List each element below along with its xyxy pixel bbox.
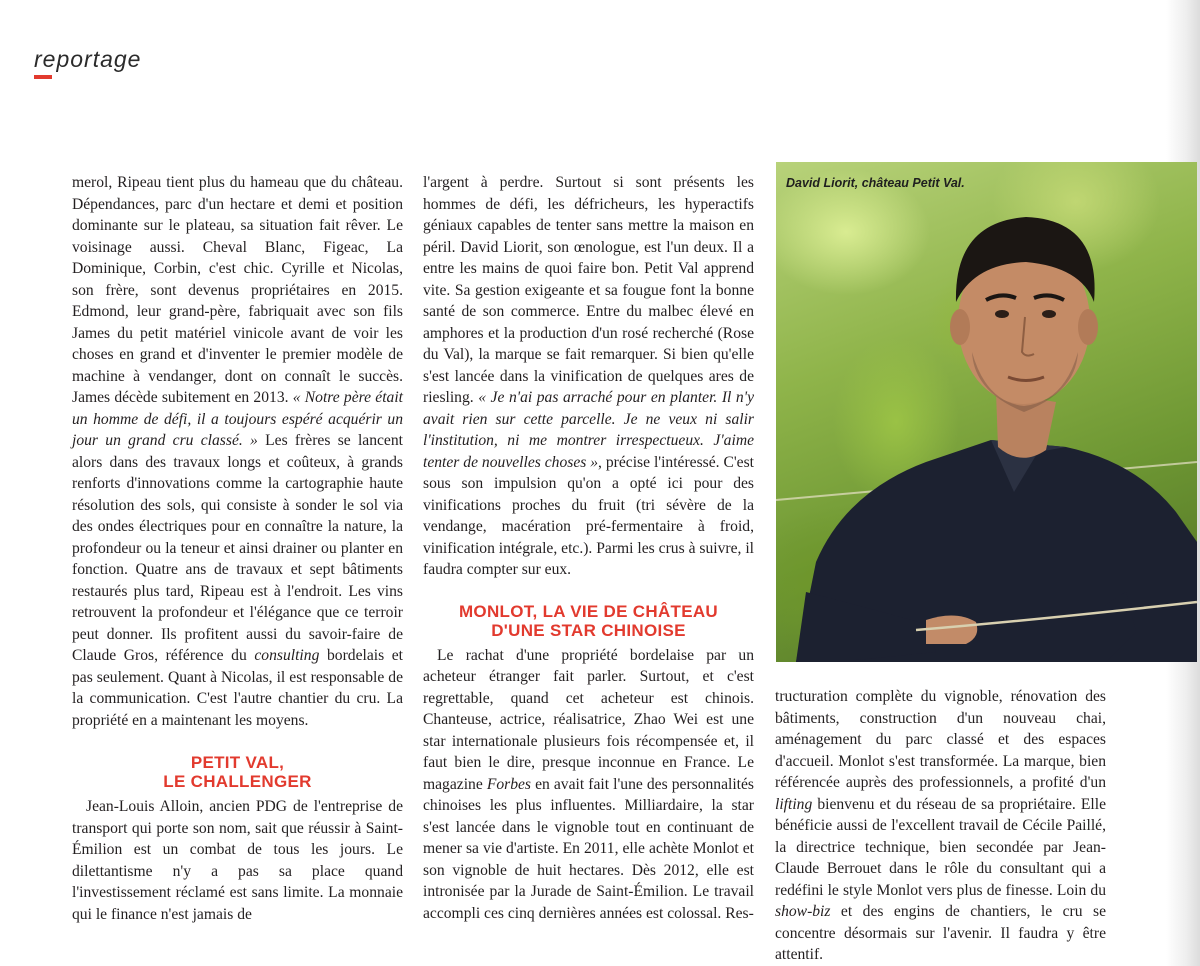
- section-underline: [34, 75, 52, 79]
- photo-caption: David Liorit, château Petit Val.: [786, 176, 965, 190]
- portrait-illustration: [776, 162, 1197, 662]
- paragraph: merol, Ripeau tient plus du hameau que du château. Dépendances, parc d'un hectare et demi et position dominante sur le plateau, sa situation fait rêver. Le voisinage aussi. Cheval Blanc, Figeac, La Dominique, Corbin, c'est chic. Cyrille et Nicolas, son frère, sont devenus propriétaires en 2015. Edmond, leur grand-père, fabriquait avec son fils James du petit matériel vinicole avant de voir les choses en grand et d'inventer le premier modèle de machine à vendanger, dont on connaît le succès. James décède subitement en 2013. « Notre père était un homme de défi, il a toujours espéré acquérir un jour un grand cru classé. » Les frères se lancent alors dans des travaux longs et coûteux, à grands renforts d'innovations comme la cartographie haute résolution des sols, qui consiste à sonder le sol via des ondes électriques pour en connaître la nature, la profondeur ou la teneur et ainsi drainer ou planter en fonction. Quatre ans de travaux et sept bâtiments restaurés plus tard, Ripeau est à l'endroit. Les vins retrouvent la profondeur et l'élégance que ce terroir peut donner. Ils profitent aussi du savoir-faire de Claude Gros, référence du consulting bordelais et pas seulement. Quant à Nicolas, il est responsable de la communication. C'est l'autre chantier du cru. La propriété en a maintenant les moyens.: [72, 174, 403, 729]
- column-3: [775, 686, 1106, 966]
- subheading-monlot: MONLOT, LA VIE DE CHÂTEAU D'UNE STAR CHINOISE: [458, 601, 719, 640]
- column-1: [72, 172, 403, 925]
- portrait-photo: [776, 162, 1197, 662]
- column-2: [423, 172, 754, 924]
- paragraph: Le rachat d'une propriété bordelaise par un acheteur étranger fait parler. Surtout, et c'est regrettable, quand cet acheteur est chinois. Chanteuse, actrice, réalisatrice, Zhao Wei est une star internationale plusieurs fois récompensée et, il faut bien le dire, presque inconnue en France. Le magazine Forbes en avait fait l'une des personnalités chinoises les plus influentes. Milliardaire, la star s'est lancée dans le vignoble tout en continuant de mener sa vie d'artiste. En 2011, elle achète Monlot et son vignoble de huit hectares. Dès 2012, elle est intronisée par la Jurade de Saint-Émilion. Le travail accompli ces cinq dernières années est colossal. Res-: [423, 646, 755, 922]
- subheading-petit-val: PETIT VAL, LE CHALLENGER: [163, 753, 312, 791]
- quote: « Je n'ai pas arraché pour en planter. Il n'y avait rien sur cette parcelle. Je ne veux ni salir l'institution, ni me montrer irrespectueux. J'aime tenter de nouvelles choses »: [423, 389, 754, 471]
- paragraph: Jean-Louis Alloin, ancien PDG de l'entreprise de transport qui porte son nom, sait que réussir à Saint-Émilion est un combat de tous les jours. Le dilettantisme n'y a pas sa place quand l'investissement réclamé est sans limite. La monnaie qui le finance n'est jamais de: [72, 798, 403, 923]
- section-label: reportage: [34, 46, 142, 72]
- quote: « Notre père était un homme de défi, il a toujours espéré acquérir un jour un grand cru classé. »: [72, 389, 403, 449]
- paragraph: l'argent à perdre. Surtout si sont présents les hommes de défi, les défricheurs, les hyperactifs géniaux capables de tenter sans mettre la maison en péril. David Liorit, son œnologue, est l'un deux. Il a entre les mains de quoi faire bon. Petit Val apprend vite. Sa gestion exigeante et sa fougue font la bonne santé de son commerce. Entre du malbec élevé en amphores et la production d'un rosé recherché (Rose du Val), la marque se fait remarquer. Si bien qu'elle s'est lancée dans la vinification de quelques ares de riesling. « Je n'ai pas arraché pour en planter. Il n'y avait rien sur cette parcelle. Je ne veux ni salir l'institution, ni me montrer irrespectueux. J'aime tenter de nouvelles choses », précise l'intéressé. C'est sous son impulsion qu'on a opté ici pour des vinifications proches du fruit (tri sévère de la vendange, macération pré-fermentaire à froid, vinification intégrale, etc.). Parmi les crus à suivre, il faudra compter sur eux.: [423, 174, 754, 578]
- paragraph: tructuration complète du vignoble, rénovation des bâtiments, construction d'un nouveau chai, aménagement du parc classé et des espaces d'accueil. Monlot s'est transformée. La marque, bien référencée auprès des professionnels, a profité d'un lifting bienvenu et du réseau de sa propriétaire. Elle bénéficie aussi de l'excellent travail de Cécile Paillé, la directrice technique, bien secondée par Jean-Claude Berrouet dans le rôle du consultant qui a redéfini le style Monlot vers plus de finesse. Loin du show-biz et des engins de chantiers, le cru se concentre désormais sur l'avenir. Il faudra y être attentif.: [775, 688, 1106, 963]
